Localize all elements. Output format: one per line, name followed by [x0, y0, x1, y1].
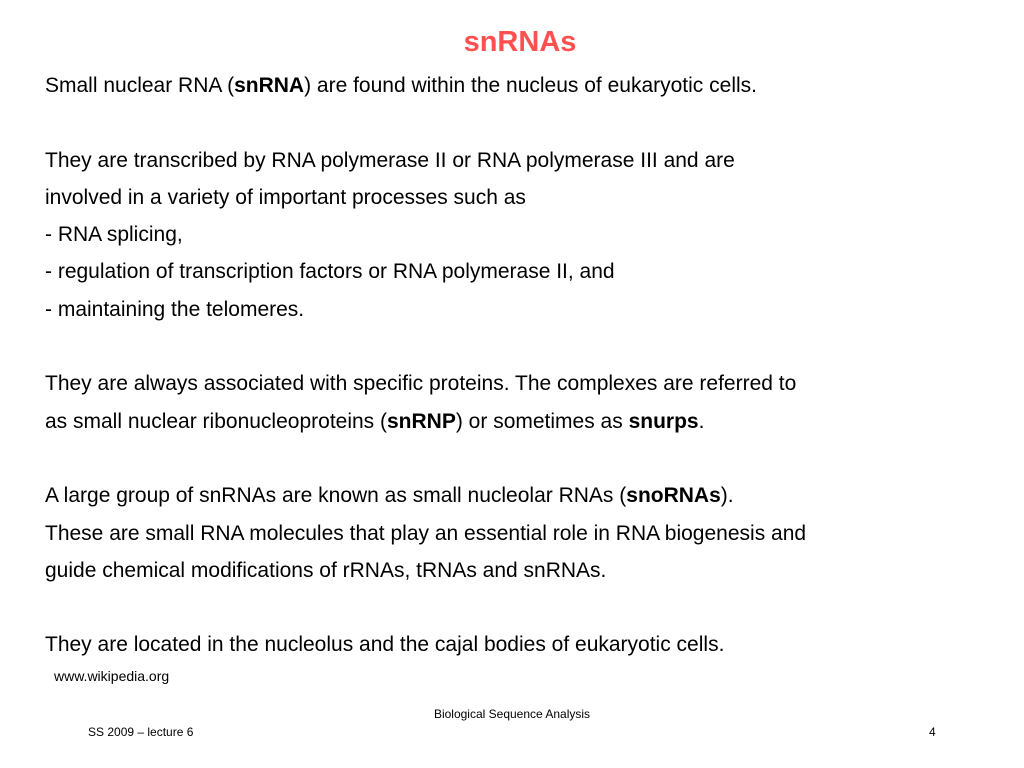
paragraph-transcription-line2: involved in a variety of important processes such as	[45, 185, 526, 209]
paragraph-proteins-line1: They are always associated with specific proteins. The complexes are referred to	[45, 372, 797, 396]
term-snornas: snoRNAs	[626, 484, 721, 508]
footer-course-title: Biological Sequence Analysis	[433, 707, 591, 721]
text-fragment: ) are found within the nucleus of eukaryotic cells.	[304, 74, 757, 97]
spacer	[45, 104, 1005, 141]
paragraph-proteins-line2	[45, 403, 1005, 440]
footer-lecture-label: SS 2009 – lecture 6	[88, 725, 194, 739]
slide-title: snRNAs	[463, 26, 577, 58]
paragraph-transcription-line1: They are transcribed by RNA polymerase II or RNA polymerase III and are	[45, 148, 735, 172]
list-item-rna-splicing: - RNA splicing,	[45, 223, 183, 247]
text-fragment: A large group of snRNAs are known as small nucleolar RNAs (	[45, 484, 627, 508]
text-fragment: Small nuclear RNA (	[45, 74, 235, 97]
footer-page-number: 4	[929, 725, 936, 739]
term-snrnp: snRNP	[387, 409, 456, 433]
list-item-telomeres: - maintaining the telomeres.	[45, 297, 305, 321]
spacer	[45, 328, 1005, 365]
text-fragment: ).	[720, 484, 734, 508]
spacer	[45, 440, 1005, 477]
list-item-regulation: - regulation of transcription factors or RNA polymerase II, and	[45, 260, 615, 284]
term-snurps: snurps	[628, 409, 699, 433]
slide-body	[45, 67, 1005, 664]
source-link[interactable]: www.wikipedia.org	[54, 668, 170, 684]
spacer	[45, 589, 1005, 626]
term-snrna: snRNA	[234, 74, 305, 97]
paragraph-intro	[45, 67, 1005, 104]
paragraph-snornas-line2: These are small RNA molecules that play an essential role in RNA biogenesis and	[45, 521, 807, 545]
paragraph-location: They are located in the nucleolus and the cajal bodies of eukaryotic cells.	[45, 633, 725, 657]
text-fragment: .	[698, 409, 705, 433]
text-fragment: ) or sometimes as	[455, 409, 629, 433]
paragraph-snornas-line1	[45, 477, 1005, 514]
text-fragment: as small nuclear ribonucleoproteins (	[45, 409, 387, 433]
paragraph-snornas-line3: guide chemical modifications of rRNAs, tRNAs and snRNAs.	[45, 558, 607, 582]
